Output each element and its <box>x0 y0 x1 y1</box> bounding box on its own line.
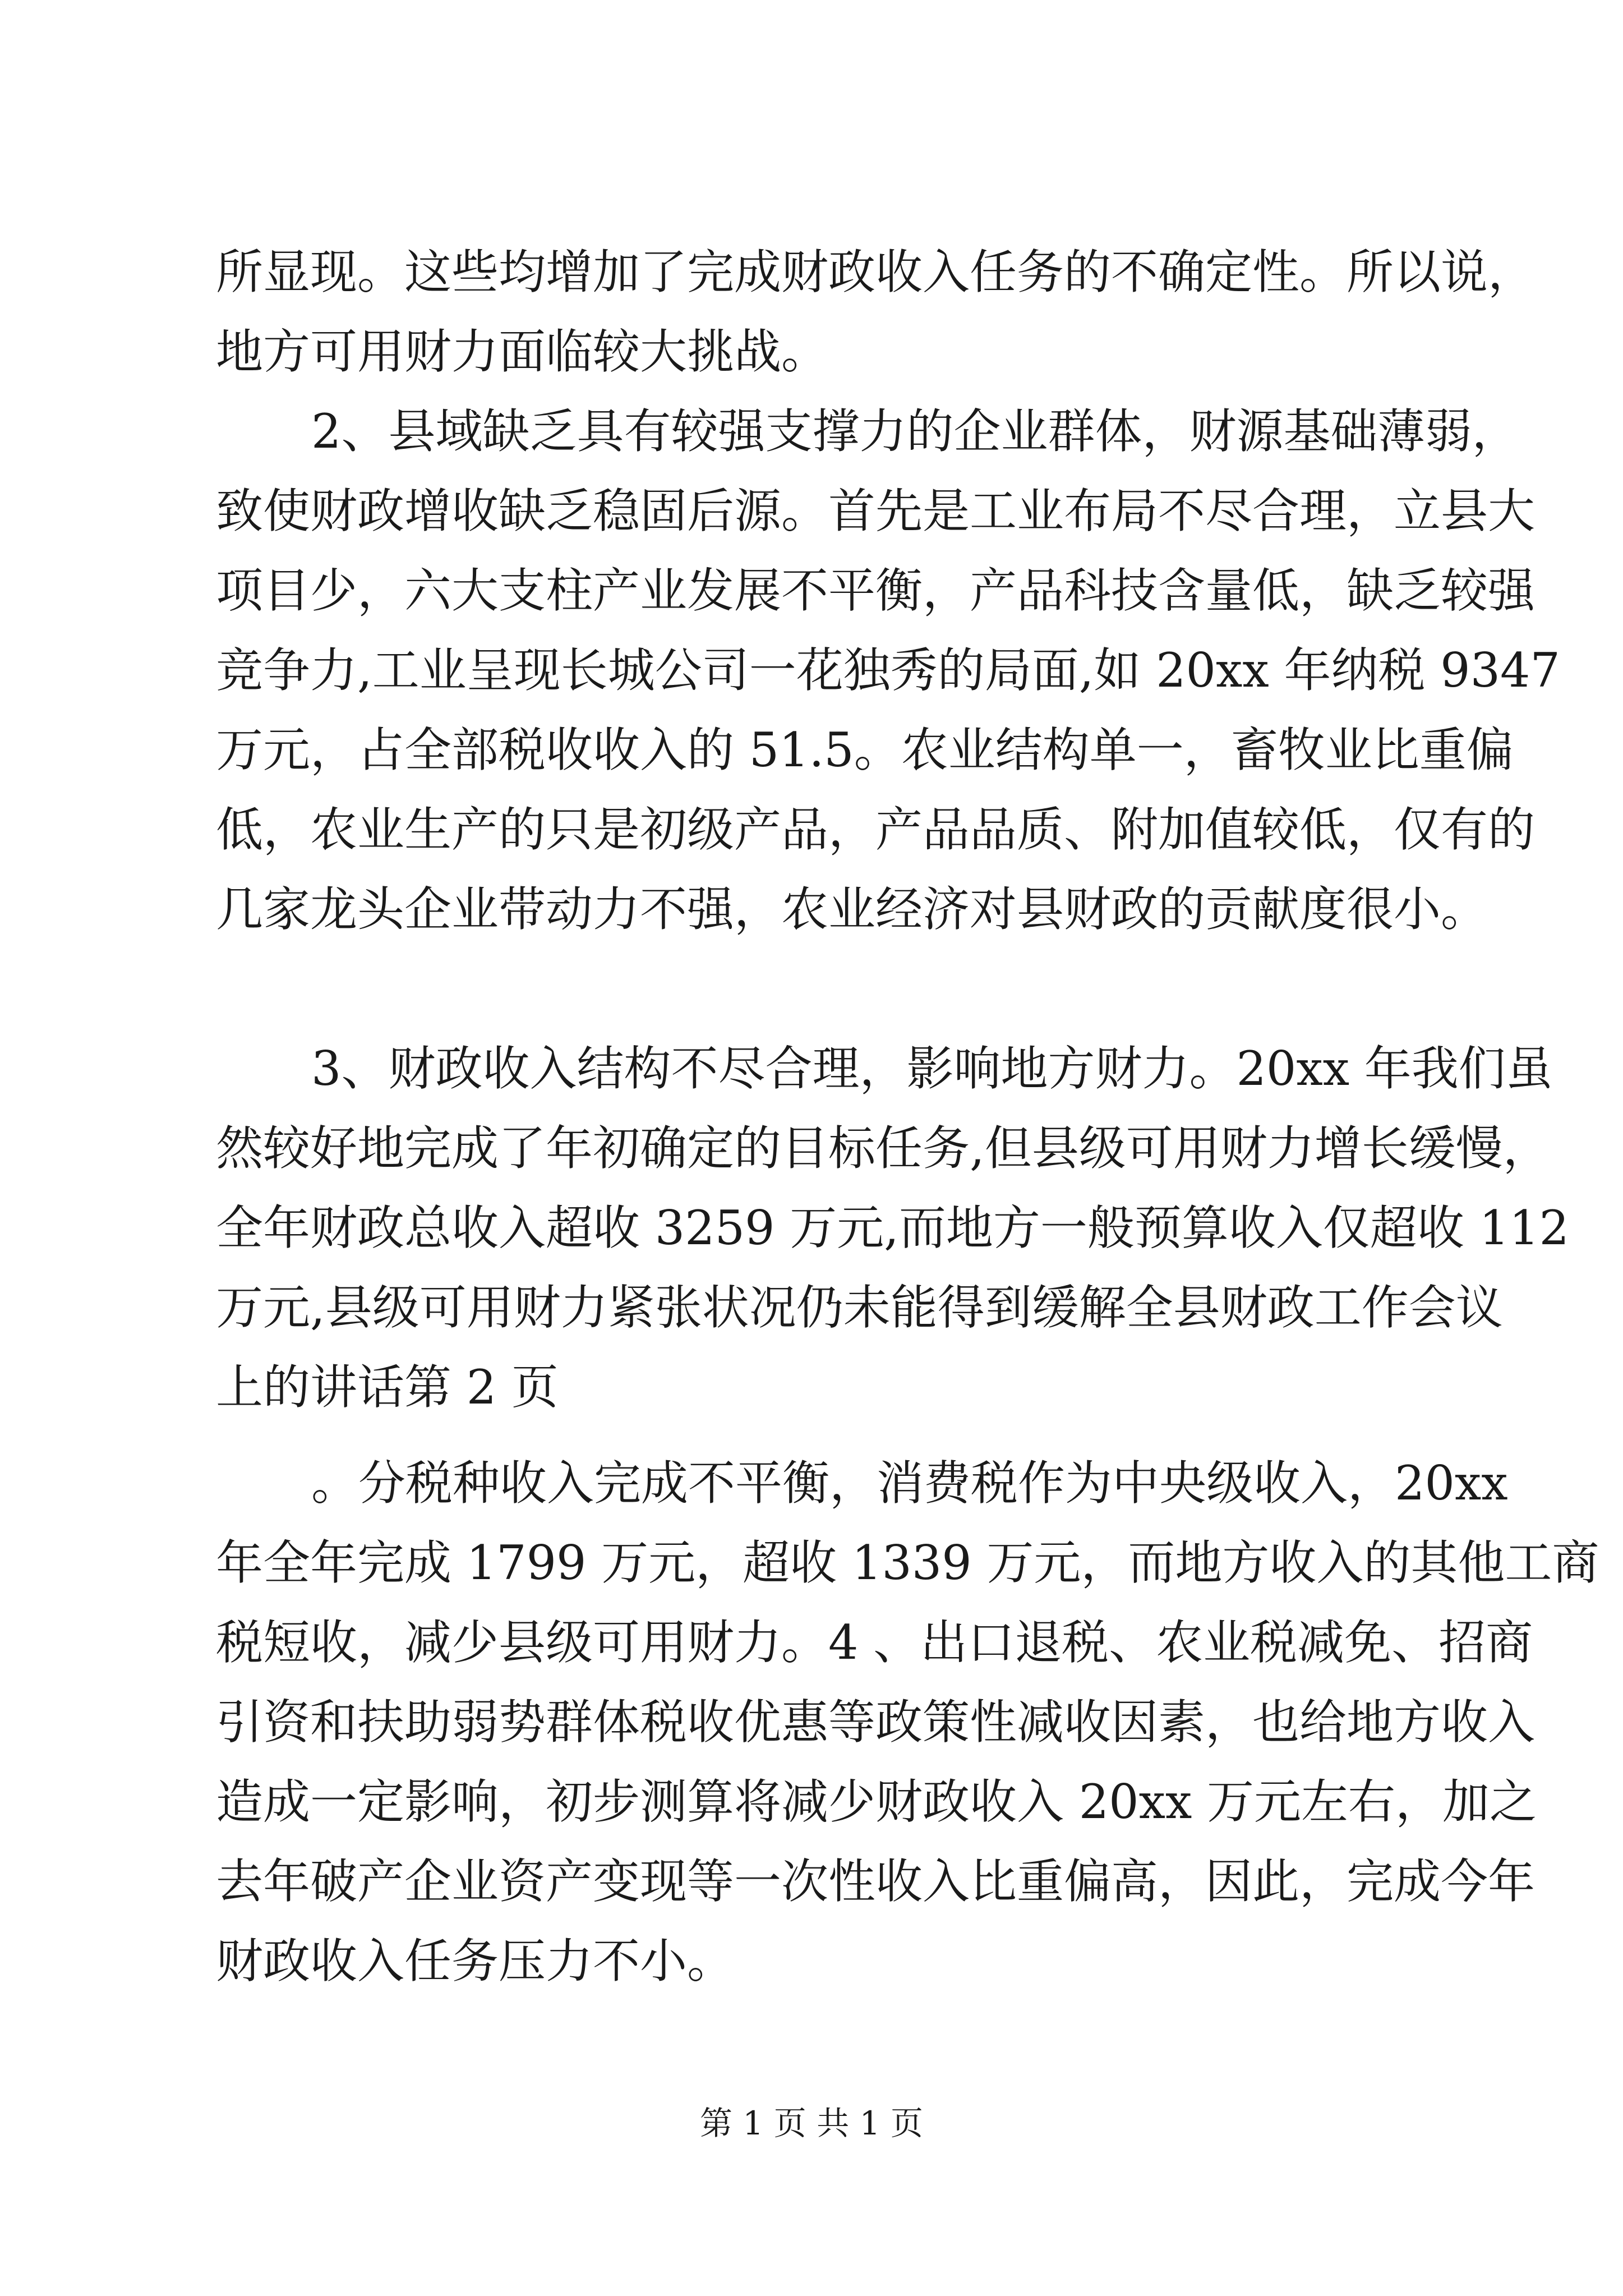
page-number-footer: 第 1 页 共 1 页 <box>700 2104 923 2142</box>
text-line: 全年财政总收入超收 3259 万元,而地方一般预算收入仅超收 112 <box>216 1200 1569 1255</box>
text-line: 年全年完成 1799 万元，超收 1339 万元，而地方收入的其他工商 <box>216 1535 1599 1590</box>
text-line: 造成一定影响，初步测算将减少财政收入 20xx 万元左右，加之 <box>216 1774 1537 1829</box>
text-line: 万元,县级可用财力紧张状况仍未能得到缓解全县财政工作会议 <box>216 1280 1503 1335</box>
text-line: 竞争力,工业呈现长城公司一花独秀的局面,如 20xx 年纳税 9347 <box>216 643 1560 698</box>
text-line: 去年破产企业资产变现等一次性收入比重偏高，因此，完成今年 <box>216 1854 1536 1909</box>
text-line: 2、县域缺乏具有较强支撑力的企业群体，财源基础薄弱， <box>311 404 1519 459</box>
text-line: 然较好地完成了年初确定的目标任务,但县级可用财力增长缓慢， <box>216 1121 1550 1176</box>
text-line: 税短收，减少县级可用财力。4 、出口退税、农业税减免、招商 <box>216 1615 1533 1670</box>
text-line: 所显现。这些均增加了完成财政收入任务的不确定性。所以说， <box>216 245 1536 300</box>
text-line: 地方可用财力面临较大挑战。 <box>216 324 829 379</box>
text-line: 3、财政收入结构不尽合理，影响地方财力。20xx 年我们虽 <box>311 1041 1553 1096</box>
text-line: 上的讲话第 2 页 <box>216 1360 559 1415</box>
text-line: 几家龙头企业带动力不强，农业经济对县财政的贡献度很小。 <box>216 882 1488 937</box>
text-line: 致使财政增收缺乏稳固后源。首先是工业布局不尽合理，立县大 <box>216 484 1536 539</box>
text-line: 项目少，六大支柱产业发展不平衡，产品科技含量低，缺乏较强 <box>216 563 1536 618</box>
text-line: 财政收入任务压力不小。 <box>216 1934 735 1989</box>
text-line: 低，农业生产的只是初级产品，产品品质、附加值较低，仅有的 <box>216 802 1536 857</box>
text-line: 。分税种收入完成不平衡，消费税作为中央级收入，20xx <box>311 1456 1508 1511</box>
text-line: 引资和扶助弱势群体税收优惠等政策性减收因素，也给地方收入 <box>216 1695 1536 1750</box>
text-line: 万元，占全部税收收入的 51.5。农业结构单一，畜牧业比重偏 <box>216 723 1514 777</box>
